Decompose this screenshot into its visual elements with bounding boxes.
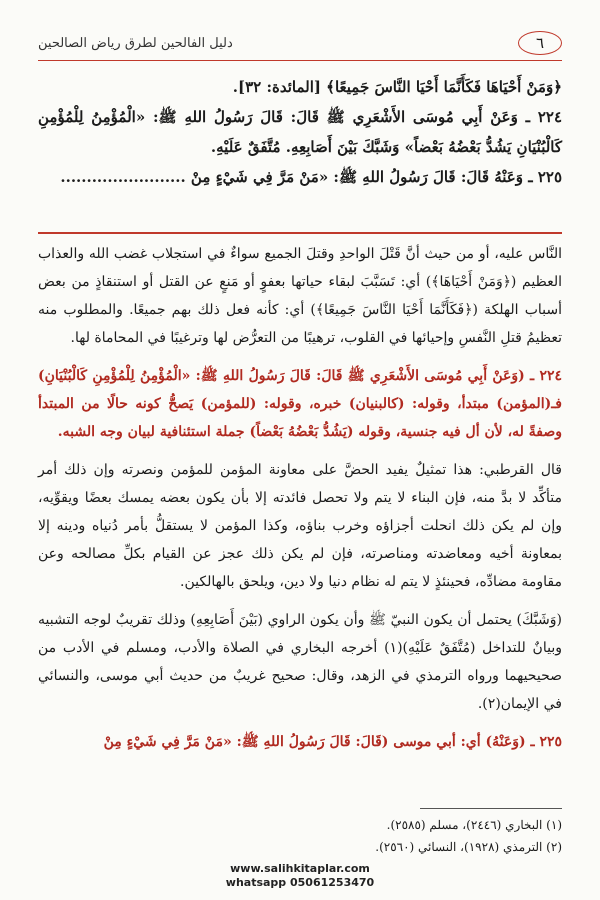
page-header	[38, 28, 562, 58]
section-divider	[38, 232, 562, 234]
commentary-paragraph-1: النَّاس عليه، أو من حيث أنَّ قَتْلَ الواحدِ وقتلَ الجميع سواءٌ في استجلاب غضب الله والعذاب العظيم (﴿وَمَنْ أَحْيَاهَا﴾) أي: تَسَبَّبَ لبقاء حياتها بعفوٍ أو مَنعٍ عن القتل أو استنقاذٍ من بعض أسباب الهلكة (﴿فَكَأَنَّمَا أَحْيَا النَّاسَ جَمِيعًا﴾) أي: كأنه فعل ذلك بهم جميعًا. والمطلوب منه تعظيمُ قتلِ النَّفسِ وإحيائها في القلوب، ترهيبًا من التعرُّض لها وترغيبًا في المحاماة لها.	[38, 246, 562, 346]
footnote-2: (٢) الترمذي (١٩٢٨)، النسائي (٢٥٦٠).	[375, 840, 562, 854]
footnotes	[38, 814, 562, 858]
quran-verse: ﴿وَمَنْ أَحْيَاهَا فَكَأَنَّمَا أَحْيَا النَّاسَ جَمِيعًا﴾ [المائدة: ٣٢].	[232, 78, 562, 96]
commentary-section	[38, 240, 562, 766]
footnote-1: (١) البخاري (٢٤٤٦)، مسلم (٢٥٨٥).	[386, 818, 562, 832]
commentary-paragraph-2: ٢٢٤ ـ (وَعَنْ أَبِي مُوسَى الأَشْعَرِي ﷺ قَالَ: قَالَ رَسُولُ اللهِ ﷺ: «الْمُؤْمِنُ لِلْمُؤْمِنِ كَالْبُنْيَانِ) فـ(المؤمن) مبتدأ، وقوله: (كالبنيان) خبره، وقوله: (للمؤمن) يَصحُّ كونه حالًا من المبتدأ وصفةً له، لأن أل فيه جنسية، وقوله (يَشُدُّ بَعْضُهُ بَعْضاً) جملة استئنافية لبيان وجه الشبه.	[38, 368, 562, 440]
commentary-paragraph-4: (وَشَبَّكَ) يحتمل أن يكون النبيّ ﷺ وأن يكون الراوي (بَيْنَ أَصَابِعِهِ) وذلك تقريبٌ لوجه التشبيه وبيانٌ للتداخل (مُتَّفَقٌ عَلَيْهِ)(١) أخرجه البخاري في الصلاة والأدب، ومسلم في الأدب من صحيحيهما ورواه الترمذي في الزهد، وقال: صحيح غريبٌ من حديث أبي موسى، والنسائي في الإيمان(٢).	[38, 612, 562, 712]
watermark-whatsapp: whatsapp 05061253470	[225, 876, 375, 889]
watermark-site: www.salihkitaplar.com	[230, 862, 370, 875]
commentary-paragraph-5: ٢٢٥ ـ (وَعَنْهُ) أي: أبي موسى (قَالَ: قَالَ رَسُولُ اللهِ ﷺ: «مَنْ مَرَّ فِي شَيْءٍ مِنْ	[103, 734, 562, 750]
page-number: ٦	[518, 31, 562, 55]
footnote-divider	[420, 808, 562, 809]
header-divider	[38, 60, 562, 61]
running-title: دليل الفالحين لطرق رياض الصالحين	[38, 35, 233, 51]
watermark	[0, 862, 600, 890]
hadith-225-start: ٢٢٥ ـ وَعَنْهُ قَالَ: قَالَ رَسُولُ اللهِ ﷺ: «مَنْ مَرَّ فِي شَيْءٍ مِنْ ........................	[60, 168, 562, 186]
commentary-paragraph-3: قال القرطبي: هذا تمثيلٌ يفيد الحضَّ على معاونة المؤمن للمؤمن ونصرته وإن ذلك أمر متأكِّد لا بدَّ منه، فإن البناء لا يتم ولا تحصل فائدته إلا بأن يكون بعضه يمسك بعضًا ويقوِّيه، وإن لم يكن ذلك انحلت أجزاؤه وخرب بناؤه، وكذا المؤمن لا يستقلُّ بأمر دُنياه ودينه إلا بمعاونة أخيه ومعاضدته ومناصرته، فإن لم يكن ذلك عجز عن القيام بكلِّ مصالحه وعن مقاومة مضادِّه، فحينئذٍ لا يتم له نظام دنيا ولا دين، ويلحق بالهالكين.	[38, 462, 562, 590]
hadith-224: ٢٢٤ ـ وَعَنْ أَبِي مُوسَى الأَشْعَرِي ﷺ قَالَ: قَالَ رَسُولُ اللهِ ﷺ: «الْمُؤْمِنُ لِلْمُؤْمِنِ كَالْبُنْيَانِ يَشُدُّ بَعْضُهُ بَعْضاً» وَشَبَّكَ بَيْنَ أَصَابِعِهِ. مُتَّفَقٌ عَلَيْهِ.	[38, 108, 562, 156]
hadith-text-block	[38, 72, 562, 192]
